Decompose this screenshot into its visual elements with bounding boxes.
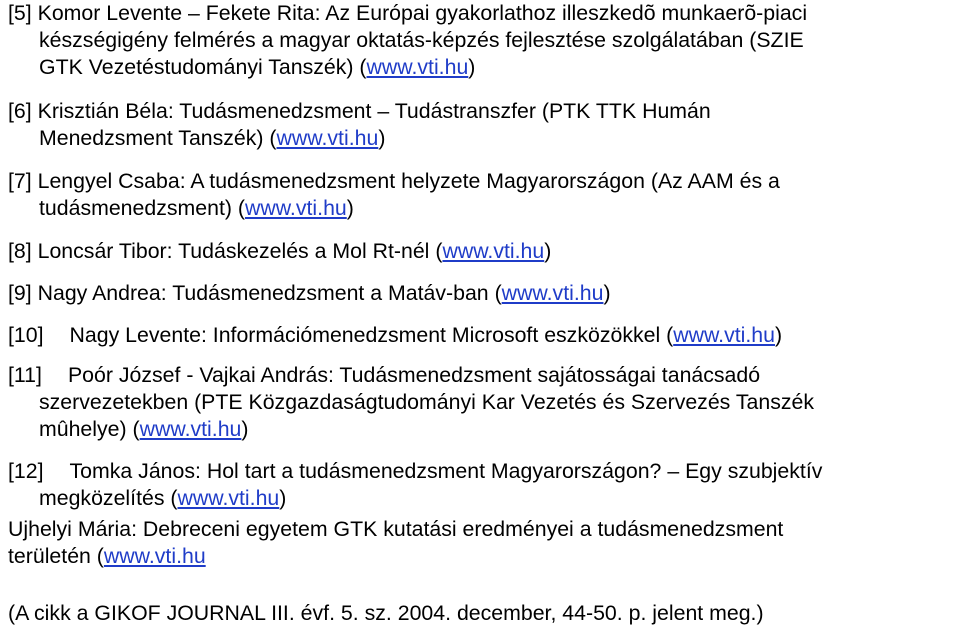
ref-text: Poór József - Vajkai András: Tudásmenedzsment sajátosságai tanácsadó <box>67 363 761 387</box>
ref-link[interactable]: www.vti.hu <box>366 55 469 79</box>
ref-label: [9] <box>8 281 32 305</box>
ref-text: Ujhelyi Mária: Debreceni egyetem GTK kutatási eredményei a tudásmenedzsment <box>8 517 784 541</box>
ref-text: Loncsár Tibor: Tudáskezelés a Mol Rt-nél ( <box>37 239 443 263</box>
ref-label: [5] <box>8 1 32 25</box>
ref-link[interactable]: www.vti.hu <box>673 323 775 347</box>
ref-text: területén ( <box>8 544 104 568</box>
reference-9: [9] Nagy Andrea: Tudásmenedzsment a Matáv-ban (www.vti.hu) <box>8 281 611 305</box>
reference-12: [12] Tomka János: Hol tart a tudásmenedzsment Magyarországon? – Egy szubjektív megközelítés (www.vti.hu) <box>8 459 823 510</box>
ref-text: Tomka János: Hol tart a tudásmenedzsment Magyarországon? – Egy szubjektív <box>69 459 823 483</box>
footer-text: (A cikk a GIKOF JOURNAL III. évf. 5. sz. 2004. december, 44-50. p. jelent meg.) <box>8 601 764 625</box>
reference-8: [8] Loncsár Tibor: Tudáskezelés a Mol Rt-nél (www.vti.hu) <box>8 239 552 263</box>
ref-text: Krisztián Béla: Tudásmenedzsment – Tudástranszfer (PTK TTK Humán <box>37 99 711 123</box>
ref-text: Nagy Andrea: Tudásmenedzsment a Matáv-ban ( <box>37 281 502 305</box>
reference-11: [11] Poór József - Vajkai András: Tudásmenedzsment sajátosságai tanácsadó szervezetekben (PTE Közgazdaságtudományi Kar Vezetés és Szervezés Tanszék mûhelye) (www.vti.hu) <box>8 363 814 441</box>
ref-text: Lengyel Csaba: A tudásmenedzsment helyzete Magyarországon (Az AAM és a <box>37 169 780 193</box>
reference-5: [5] Komor Levente – Fekete Rita: Az Európai gyakorlathoz illeszkedõ munkaerõ-piaci készségigény felmérés a magyar oktatás-képzés fejlesztése szolgálatában (SZIE GTK Vezetéstudományi Tanszék) (www.vti.hu) <box>8 1 808 79</box>
ref-label: [6] <box>8 99 32 123</box>
ref-text: mûhelye) ( <box>39 417 140 441</box>
ref-label: [10] <box>8 323 44 347</box>
reference-ujhelyi <box>0 516 959 570</box>
ref-text: tudásmenedzsment) ( <box>39 196 245 220</box>
ref-text: Komor Levente – Fekete Rita: Az Európai gyakorlathoz illeszkedõ munkaerõ-piaci <box>37 1 808 25</box>
reference-7: [7] Lengyel Csaba: A tudásmenedzsment helyzete Magyarországon (Az AAM és a tudásmenedzsment) (www.vti.hu) <box>8 169 780 220</box>
ref-link[interactable]: www.vti.hu <box>442 239 545 263</box>
ref-link[interactable]: www.vti.hu <box>276 126 379 150</box>
ref-link[interactable]: www.vti.hu <box>139 417 242 441</box>
ref-link[interactable]: www.vti.hu <box>103 544 206 568</box>
ref-text: GTK Vezetéstudományi Tanszék) ( <box>39 55 367 79</box>
ref-text: megközelítés ( <box>39 486 178 510</box>
ref-label: [8] <box>8 239 32 263</box>
publication-note <box>0 600 959 627</box>
ref-text: készségigény felmérés a magyar oktatás-képzés fejlesztése szolgálatában (SZIE <box>39 28 804 52</box>
ref-label: [11] <box>8 363 42 387</box>
ref-label: [12] <box>8 459 44 483</box>
ref-text: Menedzsment Tanszék) ( <box>39 126 277 150</box>
ref-text: Nagy Levente: Információmenedzsment Microsoft eszközökkel ( <box>69 323 674 347</box>
ref-link[interactable]: www.vti.hu <box>501 281 604 305</box>
ref-label: [7] <box>8 169 32 193</box>
reference-10: [10] Nagy Levente: Információmenedzsment Microsoft eszközökkel (www.vti.hu) <box>8 323 783 347</box>
ref-text: szervezetekben (PTE Közgazdaságtudományi Kar Vezetés és Szervezés Tanszék <box>39 390 814 414</box>
reference-6: [6] Krisztián Béla: Tudásmenedzsment – Tudástranszfer (PTK TTK Humán Menedzsment Tanszék) (www.vti.hu) <box>8 99 711 150</box>
ref-link[interactable]: www.vti.hu <box>177 486 280 510</box>
ref-link[interactable]: www.vti.hu <box>244 196 347 220</box>
